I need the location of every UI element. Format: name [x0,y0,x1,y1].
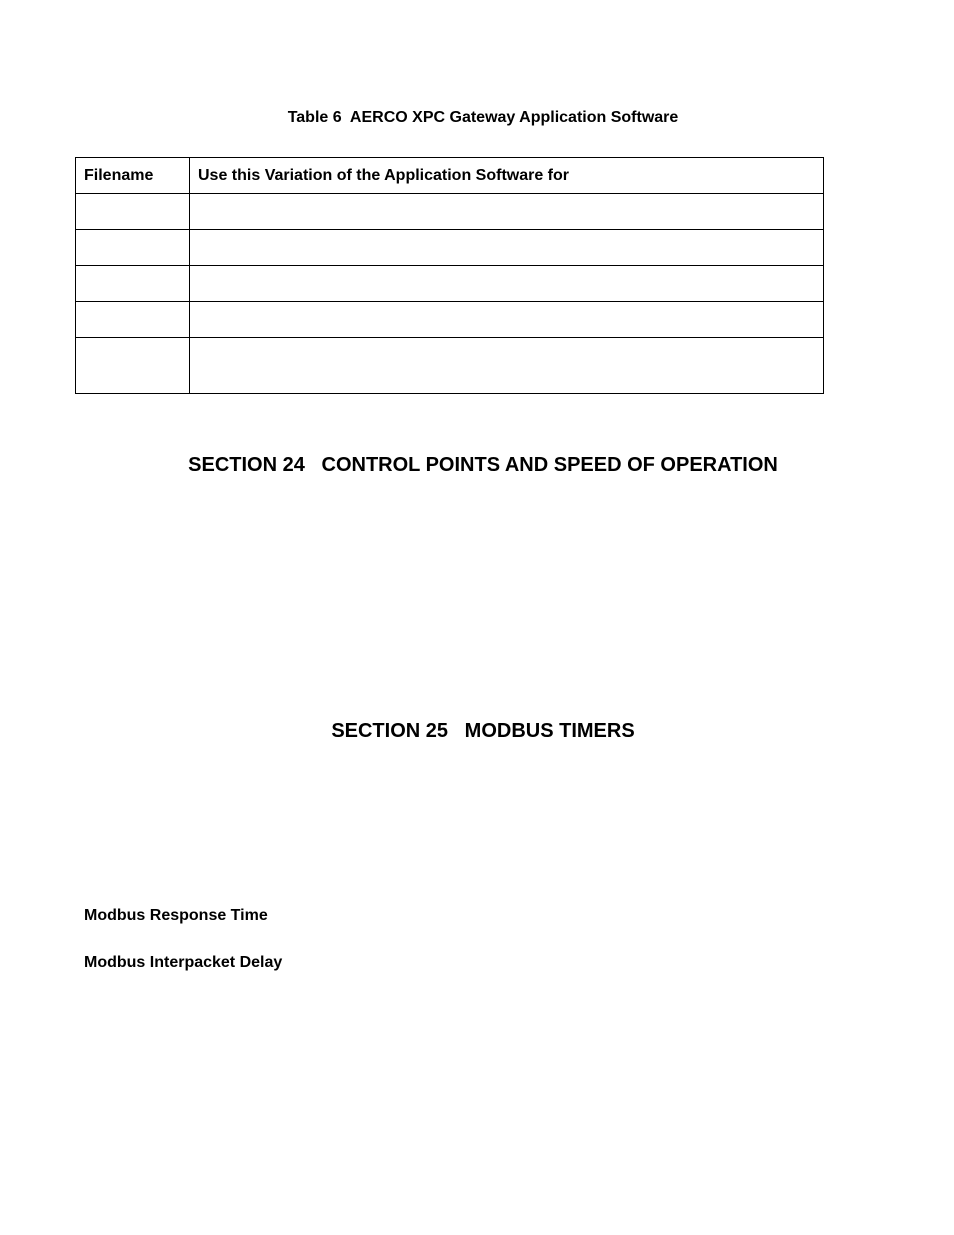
cell-filename [76,194,190,230]
table-caption: Table 6 AERCO XPC Gateway Application Software [287,109,679,126]
table-row [76,302,824,338]
section-24-heading: SECTION 24 CONTROL POINTS AND SPEED OF OPERATION [188,454,778,476]
cell-usage [190,338,824,394]
cell-usage [190,194,824,230]
cell-usage [190,302,824,338]
cell-filename [76,230,190,266]
cell-filename [76,266,190,302]
header-usage: Use this Variation of the Application Software for [190,158,824,194]
table-header-row [76,158,824,194]
table-row [76,194,824,230]
table-row [76,230,824,266]
table-row [76,266,824,302]
table-row [76,338,824,394]
cell-filename [76,302,190,338]
modbus-response-time-label: Modbus Response Time [84,907,268,924]
application-software-table [75,157,824,394]
section-25-heading: SECTION 25 MODBUS TIMERS [331,720,635,742]
header-filename: Filename [76,158,190,194]
cell-filename [76,338,190,394]
modbus-interpacket-delay-label: Modbus Interpacket Delay [84,954,283,971]
cell-usage [190,266,824,302]
cell-usage [190,230,824,266]
